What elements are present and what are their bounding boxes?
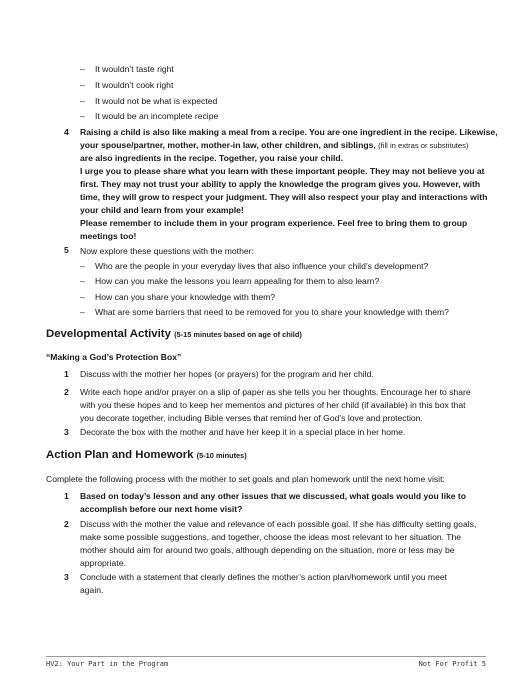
dash-marker: – bbox=[80, 80, 85, 90]
dash-marker: – bbox=[80, 111, 85, 121]
heading-title: Developmental Activity bbox=[46, 328, 171, 340]
step-number: 2 bbox=[64, 387, 69, 397]
list-item: It would not be what is expected bbox=[95, 96, 218, 106]
dash-marker: – bbox=[80, 276, 85, 286]
text-line: your child and learn from your example! bbox=[80, 205, 244, 215]
step-text bbox=[80, 426, 480, 439]
footer-left: HV2: Your Part in the Program bbox=[46, 660, 169, 668]
text-line: again. bbox=[80, 585, 104, 595]
item4-paragraph-1 bbox=[80, 126, 500, 165]
step-text bbox=[80, 518, 480, 570]
dash-marker: – bbox=[80, 307, 85, 317]
text-line: with you these hopes and to keep her mementos and pictures of her child (if available) in this box that bbox=[80, 400, 466, 410]
dash-marker: – bbox=[80, 261, 85, 271]
text-line: Discuss with the mother the value and relevance of each possible goal. If she has difficulty setting goals, bbox=[80, 519, 477, 529]
text-run: your spouse/partner, mother, mother-in law, other children, and siblings, bbox=[80, 140, 376, 150]
dash-marker: – bbox=[80, 96, 85, 106]
list-item: What are some barriers that need to be removed for you to share your knowledge with them? bbox=[95, 307, 449, 317]
text-line: time, they will grow to respect your judgment. They will also respect your play and interactions with bbox=[80, 192, 488, 202]
item-number: 5 bbox=[64, 245, 69, 255]
item4-paragraph-3 bbox=[80, 217, 500, 243]
text-line: Based on today’s lesson and any other issues that we discussed, what goals would you like to bbox=[80, 491, 467, 501]
action-intro: Complete the following process with the mother to set goals and plan homework until the next home visit: bbox=[46, 474, 445, 484]
text-line: appropriate. bbox=[80, 558, 126, 568]
list-item: Who are the people in your everyday lives that also influence your child’s development? bbox=[95, 261, 429, 271]
step-number: 3 bbox=[64, 427, 69, 437]
step-number: 1 bbox=[64, 369, 69, 379]
step-number: 2 bbox=[64, 519, 69, 529]
item5-text: Now explore these questions with the mother: bbox=[80, 246, 254, 256]
dash-marker: – bbox=[80, 292, 85, 302]
text-line: make some possible suggestions, and together, choose the ideas most relevant to her situation. The bbox=[80, 532, 462, 542]
activity-subtitle: “Making a God’s Protection Box” bbox=[46, 352, 182, 362]
step-text bbox=[80, 490, 480, 516]
text-line bbox=[80, 139, 500, 152]
text-line: meetings too! bbox=[80, 231, 137, 241]
text-line: Conclude with a statement that clearly defines the mother’s action plan/homework until you meet bbox=[80, 572, 448, 582]
list-item: How can you make the lessons you learn appealing for them to also learn? bbox=[95, 276, 380, 286]
step-text bbox=[80, 368, 480, 381]
step-number: 3 bbox=[64, 572, 69, 582]
section-heading-action-plan bbox=[46, 449, 247, 461]
text-line: mother should aim for around two goals, although depending on the situation, more or less may be bbox=[80, 545, 455, 555]
text-line: Raising a child is also like making a meal from a recipe. You are one ingredient in the recipe. Likewise, bbox=[80, 127, 498, 137]
list-item: It wouldn’t taste right bbox=[95, 64, 174, 74]
text-line: first. They may not trust your ability to apply the knowledge the program gives you. However, with bbox=[80, 179, 481, 189]
text-line: you decorate together, including Bible verses that remind her of God’s love and protection. bbox=[80, 413, 423, 423]
footer-divider bbox=[46, 656, 486, 657]
heading-title: Action Plan and Homework bbox=[46, 449, 194, 461]
step-text bbox=[80, 386, 480, 425]
dash-marker: – bbox=[80, 64, 85, 74]
item4-paragraph-2 bbox=[80, 165, 500, 217]
text-line: Decorate the box with the mother and have her keep it in a special place in her home. bbox=[80, 427, 406, 437]
text-line: are also ingredients in the recipe. Together, you raise your child. bbox=[80, 153, 343, 163]
item-number: 4 bbox=[64, 127, 69, 137]
section-heading-developmental bbox=[46, 328, 302, 340]
list-item: It would be an incomplete recipe bbox=[95, 111, 219, 121]
footer-right: Not For Profit 5 bbox=[418, 660, 486, 668]
heading-time-note: (5-10 minutes) bbox=[196, 451, 247, 460]
step-text bbox=[80, 571, 480, 597]
list-item: How can you share your knowledge with them? bbox=[95, 292, 276, 302]
text-line: Discuss with the mother her hopes (or prayers) for the program and her child. bbox=[80, 369, 374, 379]
heading-time-note: (5-15 minutes based on age of child) bbox=[174, 330, 302, 339]
list-item: It wouldn’t cook right bbox=[95, 80, 174, 90]
text-line: Please remember to include them in your program experience. Feel free to bring them to group bbox=[80, 218, 468, 228]
text-line: Write each hope and/or prayer on a slip of paper as she tells you her thoughts. Encourage her to share bbox=[80, 387, 471, 397]
text-line: I urge you to please share what you learn with these important people. They may not believe you at bbox=[80, 166, 485, 176]
fill-in-note: (fill in extras or substitutes) bbox=[378, 141, 469, 150]
step-number: 1 bbox=[64, 491, 69, 501]
text-line: accomplish before our next home visit? bbox=[80, 504, 243, 514]
